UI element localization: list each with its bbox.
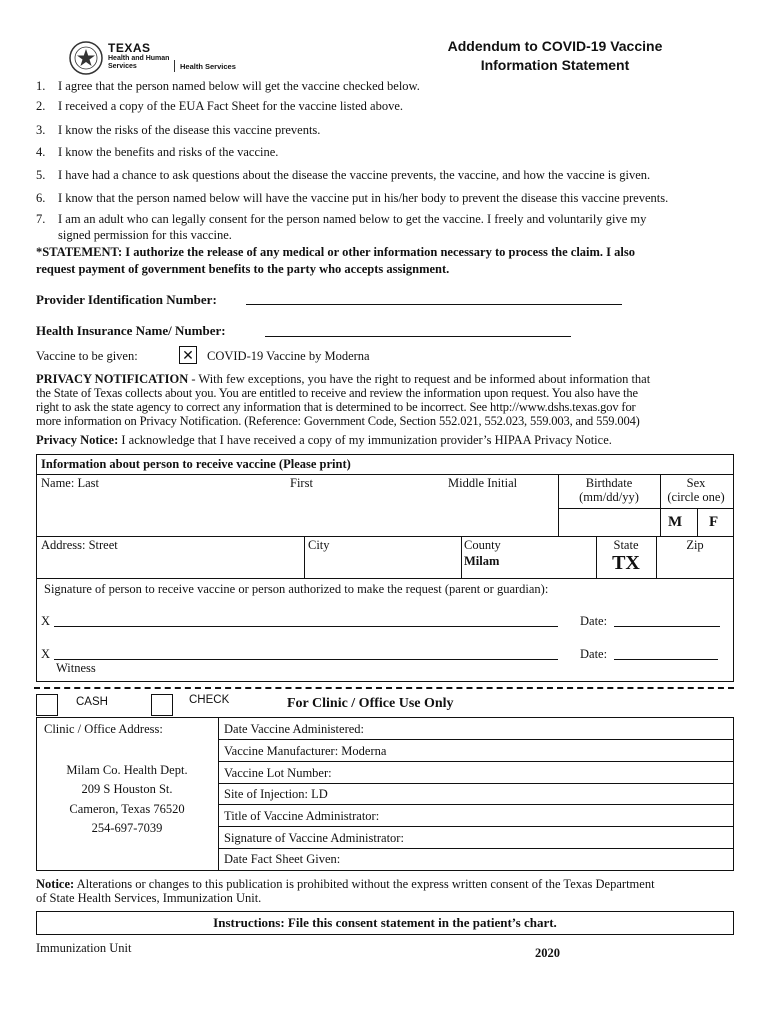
divider [218,804,734,805]
date-line-1[interactable] [614,626,720,627]
sex-note: (circle one) [667,490,725,504]
divider [36,578,734,579]
insurance-field[interactable] [265,336,571,337]
privacy-notification-line2: the State of Texas collects about you. You are entitled to receive and review the information upon request. You also have the [36,386,638,400]
footer-unit: Immunization Unit [36,941,132,955]
insurance-label: Health Insurance Name/ Number: [36,323,226,338]
injection-site-field[interactable]: Site of Injection: LD [224,787,328,801]
divider [461,536,462,578]
instructions-text: Instructions: File this consent statement in the patient’s chart. [213,915,557,930]
footer-year: 2020 [535,946,560,960]
provider-id-label: Provider Identification Number: [36,292,217,307]
statement-7-cont: signed permission for this vaccine. [58,228,232,242]
provider-id-field[interactable] [246,304,622,305]
privacy-notification-line4: more information on Privacy Notification. (Reference: Government Code, Section 552.021, 552.023, 559.003, and 559.004) [36,414,640,428]
date-administered-field[interactable]: Date Vaccine Administered: [224,722,365,736]
zip-label: Zip [686,538,704,552]
page-title-line1: Addendum to COVID-19 Vaccine [447,38,663,54]
signature-label: Signature of person to receive vaccine or person authorized to make the request (parent or guardian): [44,582,549,596]
logo-divider [174,60,175,72]
fact-sheet-date-field[interactable]: Date Fact Sheet Given: [224,852,341,866]
clinic-address-line-4: 254-697-7039 [91,821,163,835]
privacy-notification-line3: right to ask the state agency to correct any information that is determined to be incorrect. See http://www.dshs.texas.gov for [36,400,636,414]
statement-6: 6. I know that the person named below will have the vaccine put in his/her body to prevent the disease this vaccine prevents. [36,191,669,205]
date-label-1: Date: [580,614,608,628]
city-label: City [308,538,330,552]
dshs-logo [68,40,258,76]
middle-initial-label: Middle Initial [448,476,518,490]
statement-5: 5. I have had a chance to ask questions about the disease the vaccine prevents, the vaccine, and how the vaccine is given. [36,168,651,182]
statement-1: 1. I agree that the person named below will get the vaccine checked below. [36,79,420,93]
clinic-address-line-3: Cameron, Texas 76520 [69,802,185,816]
state-label: State [613,538,639,552]
cash-label: CASH [76,696,108,708]
privacy-notification-title: PRIVACY NOTIFICATION [36,372,189,386]
administrator-signature-field[interactable]: Signature of Vaccine Administrator: [224,831,404,845]
check-checkbox[interactable] [151,694,173,716]
check-label: CHECK [189,694,230,706]
signature-x-1: X [41,614,51,628]
vaccine-checkbox[interactable] [179,346,197,364]
sex-male-option[interactable]: M [668,514,683,530]
clinic-address-line-1: Milam Co. Health Dept. [66,763,188,777]
divider [558,508,734,509]
logo-dept-text: Health Services [180,62,236,71]
clinic-address-line-2: 209 S Houston St. [81,782,173,796]
manufacturer-field[interactable]: Vaccine Manufacturer: Moderna [224,744,387,758]
name-last-label: Name: Last [41,476,99,490]
divider [218,848,734,849]
cash-checkbox[interactable] [36,694,58,716]
state-value: TX [612,552,640,574]
cut-line-divider [34,687,734,689]
logo-hhs-text-2: Services [108,63,137,70]
birthdate-label: Birthdate [585,476,633,490]
date-label-2: Date: [580,647,608,661]
divider [36,474,734,475]
privacy-notice-title: Privacy Notice: [36,433,119,447]
privacy-notification-line1: PRIVACY NOTIFICATION - With few exceptions, you have the right to request and be informed about information that [36,372,651,386]
clinic-use-title: For Clinic / Office Use Only [287,696,454,711]
vaccine-name: COVID-19 Vaccine by Moderna [207,349,370,363]
texas-seal-icon [68,40,104,76]
privacy-notice: Privacy Notice: I acknowledge that I have received a copy of my immunization provider’s HIPAA Privacy Notice. [36,433,612,447]
address-street-label: Address: Street [41,538,118,552]
vaccine-label: Vaccine to be given: [36,349,138,363]
county-label: County [464,538,501,552]
divider [36,536,734,537]
divider [218,761,734,762]
signature-line-1[interactable] [54,626,558,627]
administrator-title-field[interactable]: Title of Vaccine Administrator: [224,809,380,823]
date-line-2[interactable] [614,659,718,660]
witness-label: Witness [56,661,96,675]
statement-3: 3. I know the risks of the disease this vaccine prevents. [36,123,321,137]
sex-label: Sex [686,476,706,490]
divider [218,783,734,784]
notice-title: Notice: [36,877,75,891]
statement-7: 7. I am an adult who can legally consent for the person named below to get the vaccine. I freely and voluntarily give my [36,212,647,226]
logo-hhs-text-1: Health and Human [108,55,170,62]
divider [304,536,305,578]
authorization-statement-2: request payment of government benefits to the party who accepts assignment. [36,262,450,276]
notice-line2: of State Health Services, Immunization Unit. [36,891,262,905]
sex-female-option[interactable]: F [709,514,719,530]
notice-line1: Notice: Alterations or changes to this publication is prohibited without the express written consent of the Texas Department [36,877,655,891]
page-title-line2: Information Statement [480,57,630,73]
person-info-header: Information about person to receive vaccine (Please print) [41,457,351,471]
divider [697,508,698,536]
clinic-address-label: Clinic / Office Address: [44,722,163,736]
county-value: Milam [464,554,500,568]
logo-texas-text: TEXAS [108,41,151,55]
birthdate-format: (mm/dd/yy) [579,490,639,504]
authorization-statement-1: *STATEMENT: I authorize the release of any medical or other information necessary to process the claim. I also [36,245,636,259]
divider [218,826,734,827]
lot-number-field[interactable]: Vaccine Lot Number: [224,766,332,780]
check-x-icon: ✕ [182,347,194,363]
statement-2: 2. I received a copy of the EUA Fact Sheet for the vaccine listed above. [36,99,404,113]
statement-4: 4. I know the benefits and risks of the vaccine. [36,145,279,159]
first-name-label: First [290,476,313,490]
signature-x-2: X [41,647,51,661]
signature-line-2[interactable] [54,659,558,660]
divider [218,739,734,740]
